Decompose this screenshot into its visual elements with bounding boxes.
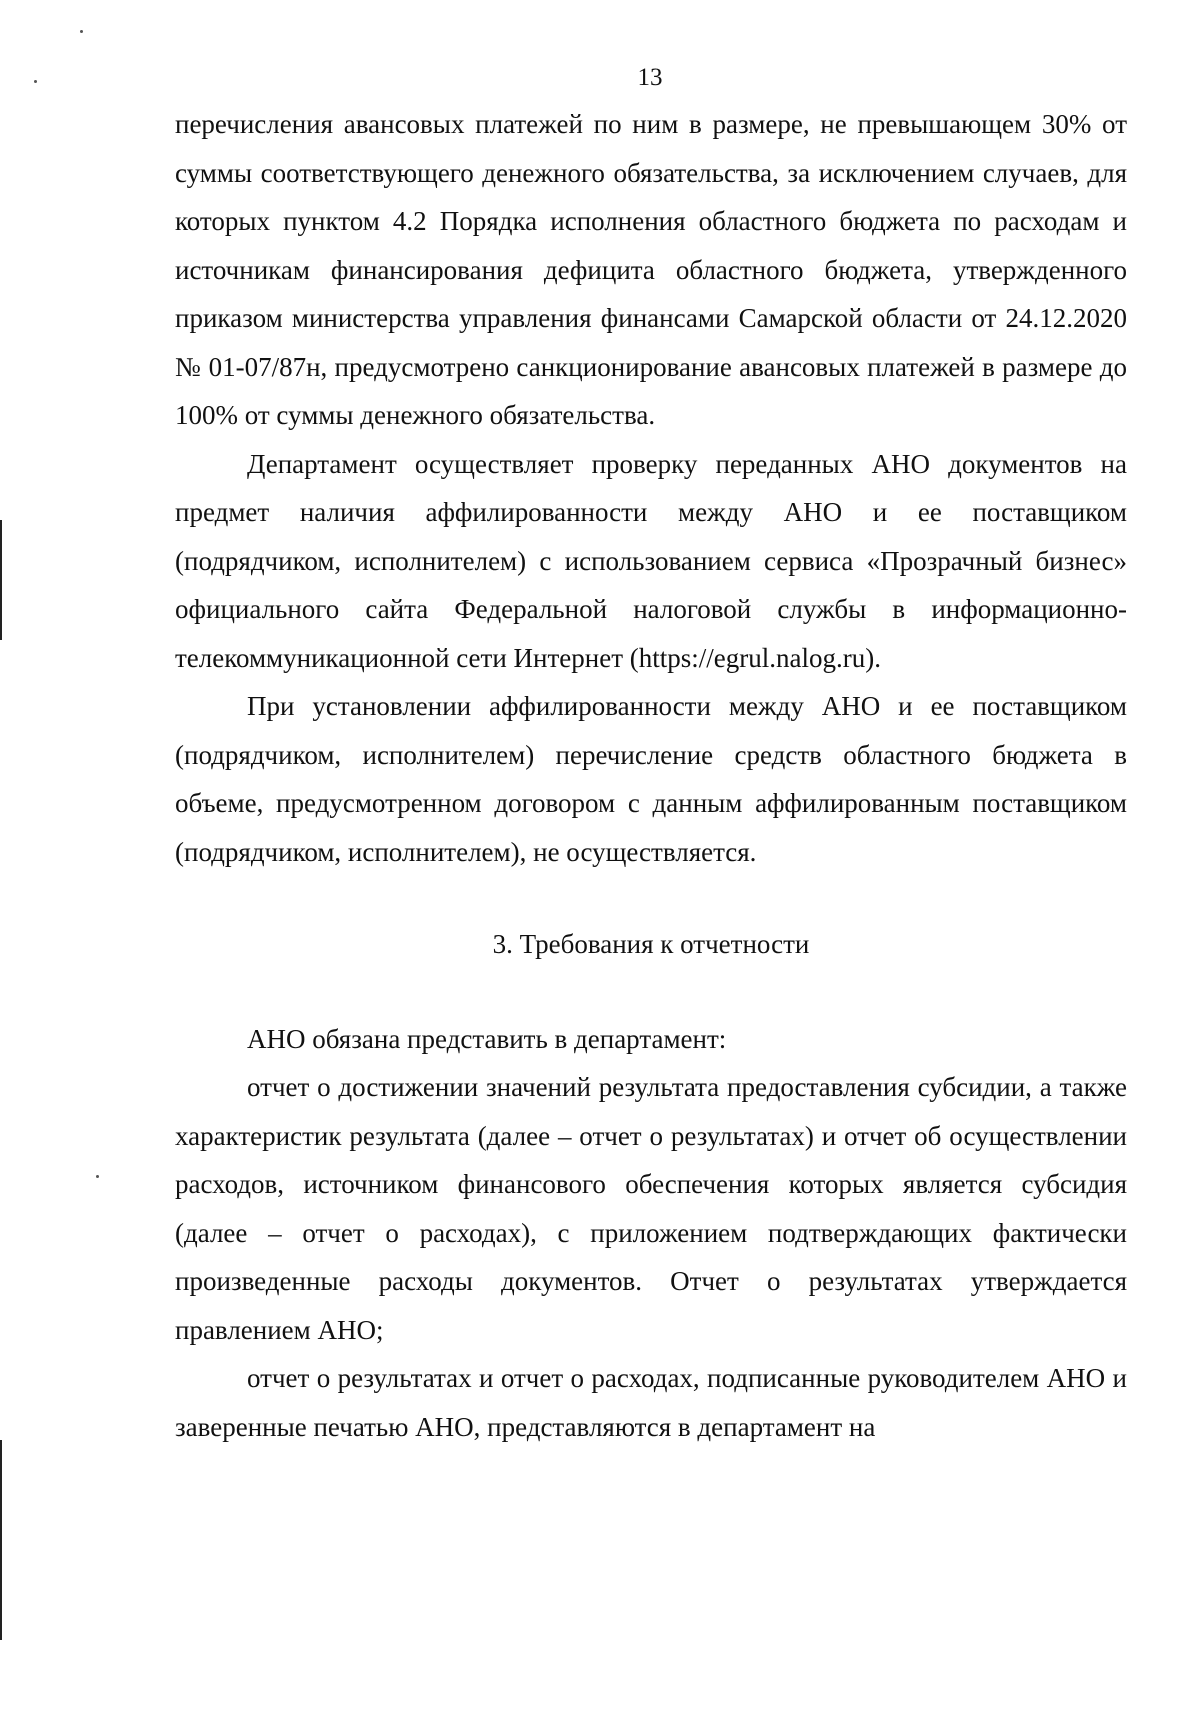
- paragraph-continuation: перечисления авансовых платежей по ним в размере, не превышающем 30% от суммы соответствующего денежного обязательства, за исключением случаев, для которых пунктом 4.2 Порядка исполнения областного бюджета по расходам и источникам финансирования дефицита областного бюджета, утвержденного приказом министерства управления финансами Самарской области от 24.12.2020 № 01-07/87н, предусмотрено санкционирование авансовых платежей в размере до 100% от суммы денежного обязательства.: [175, 109, 1127, 430]
- paragraph-report-submission: отчет о результатах и отчет о расходах, подписанные руководителем АНО и заверенные печатью АНО, представляются в департамент на: [175, 1363, 1127, 1442]
- scan-edge-line: [0, 520, 2, 640]
- paragraph-report-results: отчет о достижении значений результата предоставления субсидии, а также характеристик результата (далее – отчет о результатах) и отчет об осуществлении расходов, источником финансового обеспечения которых является субсидия (далее – отчет о расходах), с приложением подтверждающих фактически произведенные расходы документов. Отчет о результатах утверждается правлением АНО;: [175, 1072, 1127, 1345]
- scan-speck: [34, 80, 37, 83]
- paragraph-reporting-intro: АНО обязана представить в департамент:: [247, 1023, 727, 1054]
- section-heading: 3. Требования к отчетности: [492, 929, 810, 959]
- document-body: [175, 100, 1127, 1451]
- paragraph-affiliation-consequence: При установлении аффилированности между АНО и ее поставщиком (подрядчиком, исполнителем) перечисление средств областного бюджета в объеме, предусмотренном договором с данным аффилированным поставщиком (подрядчиком, исполнителем), не осуществляется.: [175, 691, 1127, 867]
- page-number: 13: [637, 64, 663, 91]
- scan-edge-line: [0, 1440, 2, 1640]
- scan-speck: [96, 1175, 99, 1178]
- paragraph-affiliation-check: Департамент осуществляет проверку переданных АНО документов на предмет наличия аффилированности между АНО и ее поставщиком (подрядчиком, исполнителем) с использованием сервиса «Прозрачный бизнес» официального сайта Федеральной налоговой службы в информационно-телекоммуникационной сети Интернет (https://egrul.nalog.ru).: [175, 448, 1127, 673]
- scan-speck: [80, 30, 83, 33]
